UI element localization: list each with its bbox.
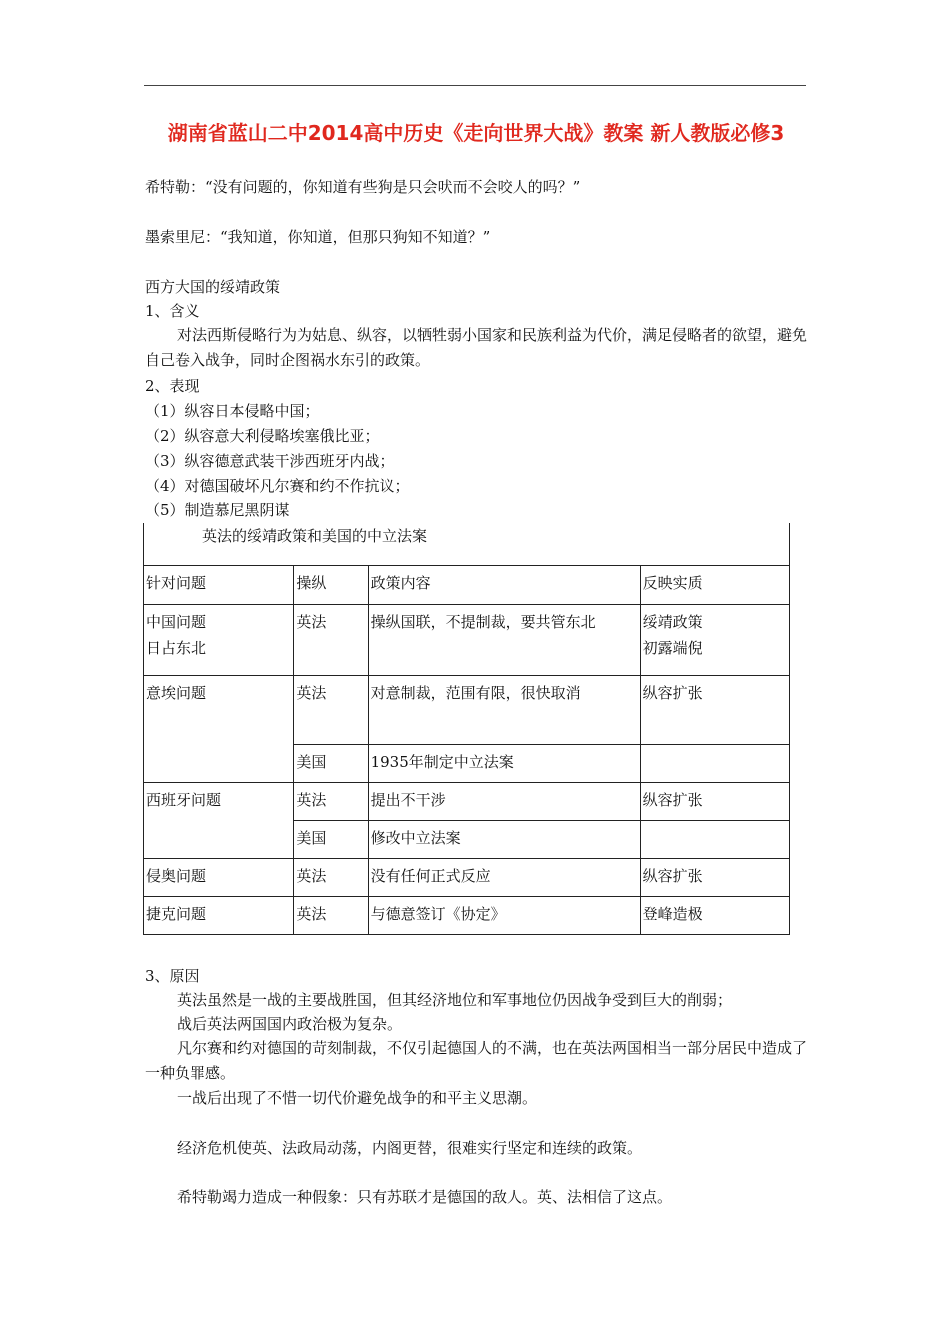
table-cell: 英法 [294, 782, 368, 820]
table-cell: 英法 [294, 675, 368, 744]
table-cell: 英法 [294, 896, 368, 934]
table-row [144, 604, 790, 675]
table-cell: 绥靖政策 初露端倪 [640, 604, 789, 675]
reason-paragraph: 经济危机使英、法政局动荡，内阁更替，很难实行坚定和连续的政策。 [177, 1139, 643, 1157]
table-row [144, 675, 790, 744]
page-title: 湖南省蓝山二中2014高中历史《走向世界大战》教案 新人教版必修3 [167, 121, 785, 145]
reason-paragraph: 战后英法两国国内政治极为复杂。 [177, 1015, 403, 1033]
table-cell: 修改中立法案 [368, 820, 640, 858]
table-cell: 英法 [294, 604, 368, 675]
table-cell: 美国 [294, 820, 368, 858]
table-header: 针对问题 [144, 565, 294, 604]
table-cell [640, 820, 789, 858]
reason-paragraph: 凡尔赛和约对德国的苛刻制裁，不仅引起德国人的不满，也在英法两国相当一部分居民中造成了一种负罪感。 [145, 1039, 808, 1082]
table-cell: 英法 [294, 858, 368, 896]
table-cell: 登峰造极 [640, 896, 789, 934]
table-cell: 美国 [294, 744, 368, 782]
list-item: （2）纵容意大利侵略埃塞俄比亚； [145, 427, 380, 445]
table-cell: 操纵国联，不提制裁，要共管东北 [368, 604, 640, 675]
table-cell: 1935年制定中立法案 [368, 744, 640, 782]
table-header: 操纵 [294, 565, 368, 604]
section-1-heading: 1、含义 [145, 302, 200, 320]
reason-paragraph: 一战后出现了不惜一切代价避免战争的和平主义思潮。 [177, 1089, 538, 1107]
table-cell: 提出不干涉 [368, 782, 640, 820]
list-item: （1）纵容日本侵略中国； [145, 402, 320, 420]
table-cell: 没有任何正式反应 [368, 858, 640, 896]
section-title: 西方大国的绥靖政策 [145, 278, 281, 296]
table-header: 政策内容 [368, 565, 640, 604]
table-row [144, 896, 790, 934]
section-2-heading: 2、表现 [145, 377, 200, 395]
table-cell: 纵容扩张 [640, 675, 789, 744]
table-cell: 与德意签订《协定》 [368, 896, 640, 934]
table-cell: 侵奥问题 [144, 858, 294, 896]
table-caption: 英法的绥靖政策和美国的中立法案 [144, 523, 790, 565]
table-cell: 纵容扩张 [640, 858, 789, 896]
table-cell: 捷克问题 [144, 896, 294, 934]
list-item: （4）对德国破坏凡尔赛和约不作抗议； [145, 477, 410, 495]
section-3-heading: 3、原因 [145, 967, 200, 985]
table-cell: 纵容扩张 [640, 782, 789, 820]
table-row [144, 858, 790, 896]
table-cell: 对意制裁，范围有限，很快取消 [368, 675, 640, 744]
table-row [144, 782, 790, 820]
table-cell: 中国问题 日占东北 [144, 604, 294, 675]
dialogue-mussolini: 墨索里尼：“我知道，你知道，但那只狗知不知道？” [145, 228, 491, 246]
table-cell: 意埃问题 [144, 675, 294, 782]
reason-paragraph: 希特勒竭力造成一种假象：只有苏联才是德国的敌人。英、法相信了这点。 [177, 1188, 673, 1206]
reason-paragraph: 英法虽然是一战的主要战胜国，但其经济地位和军事地位仍因战争受到巨大的削弱； [177, 991, 733, 1009]
list-item: （5）制造慕尼黑阴谋 [145, 501, 290, 519]
list-item: （3）纵容德意武装干涉西班牙内战； [145, 452, 395, 470]
table-header: 反映实质 [640, 565, 789, 604]
section-1-text: 对法西斯侵略行为为姑息、纵容，以牺牲弱小国家和民族利益为代价，满足侵略者的欲望，避免自己卷入战争，同时企图祸水东引的政策。 [145, 326, 808, 369]
appeasement-table [143, 523, 790, 935]
dialogue-hitler: 希特勒：“没有问题的，你知道有些狗是只会吠而不会咬人的吗？” [145, 178, 581, 196]
table-cell [640, 744, 789, 782]
header-rule [144, 85, 806, 86]
table-cell: 西班牙问题 [144, 782, 294, 858]
